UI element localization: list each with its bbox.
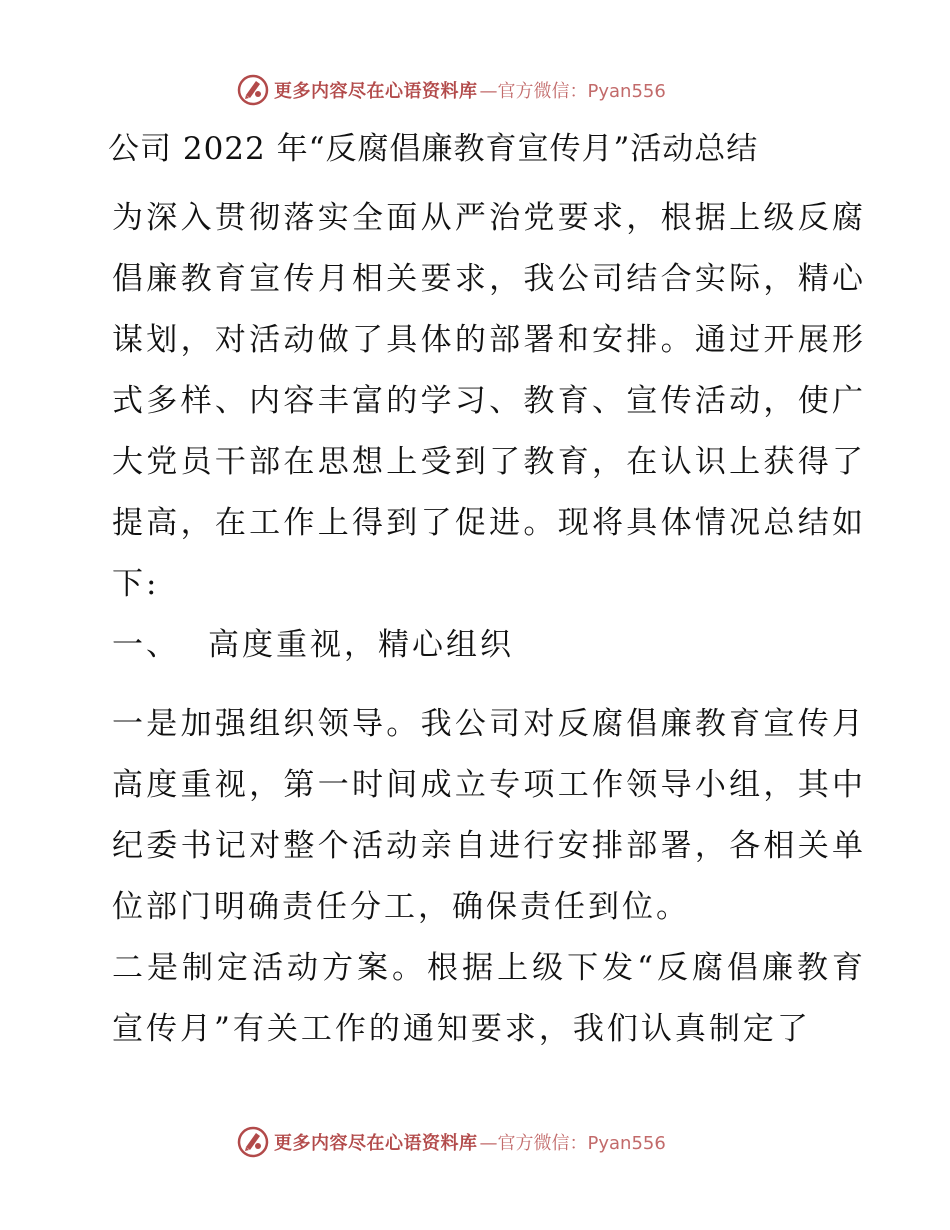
watermark-contact-text: —官方微信：Pyan556 bbox=[479, 81, 666, 102]
logo-icon bbox=[236, 73, 270, 107]
watermark-site-text: 更多内容尽在心语资料库 bbox=[274, 1133, 478, 1154]
intro-paragraph: 为深入贯彻落实全面从严治党要求，根据上级反腐倡廉教育宣传月相关要求，我公司结合实际，精心谋划，对活动做了具体的部署和安排。通过开展形式多样、内容丰富的学习、教育、宣传活动，使广大党员干部在思想上受到了教育，在认识上获得了提高，在工作上得到了促进。现将具体情况总结如下: bbox=[112, 200, 866, 602]
section-heading bbox=[98, 615, 866, 676]
logo-icon bbox=[236, 1125, 270, 1159]
point-paragraph-1: 一是加强组织领导。我公司对反腐倡廉教育宣传月高度重视，第一时间成立专项工作领导小组，其中纪委书记对整个活动亲自进行安排部署，各相关单位部门明确责任分工，确保责任到位。 bbox=[112, 706, 866, 925]
document-title: 公司 2022 年“反腐倡廉教育宣传月”活动总结 bbox=[108, 131, 759, 167]
point-paragraph-2: 二是制定活动方案。根据上级下发“反腐倡廉教育宣传月”有关工作的通知要求，我们认真制定了 bbox=[112, 950, 866, 1047]
watermark-banner-top bbox=[236, 72, 666, 108]
watermark-contact-text: —官方微信：Pyan556 bbox=[479, 1133, 666, 1154]
watermark-banner-bottom bbox=[236, 1124, 666, 1160]
section-title: 高度重视，精心组织 bbox=[208, 627, 514, 663]
section-number: 一、 bbox=[112, 627, 180, 663]
watermark-site-text: 更多内容尽在心语资料库 bbox=[274, 81, 478, 102]
